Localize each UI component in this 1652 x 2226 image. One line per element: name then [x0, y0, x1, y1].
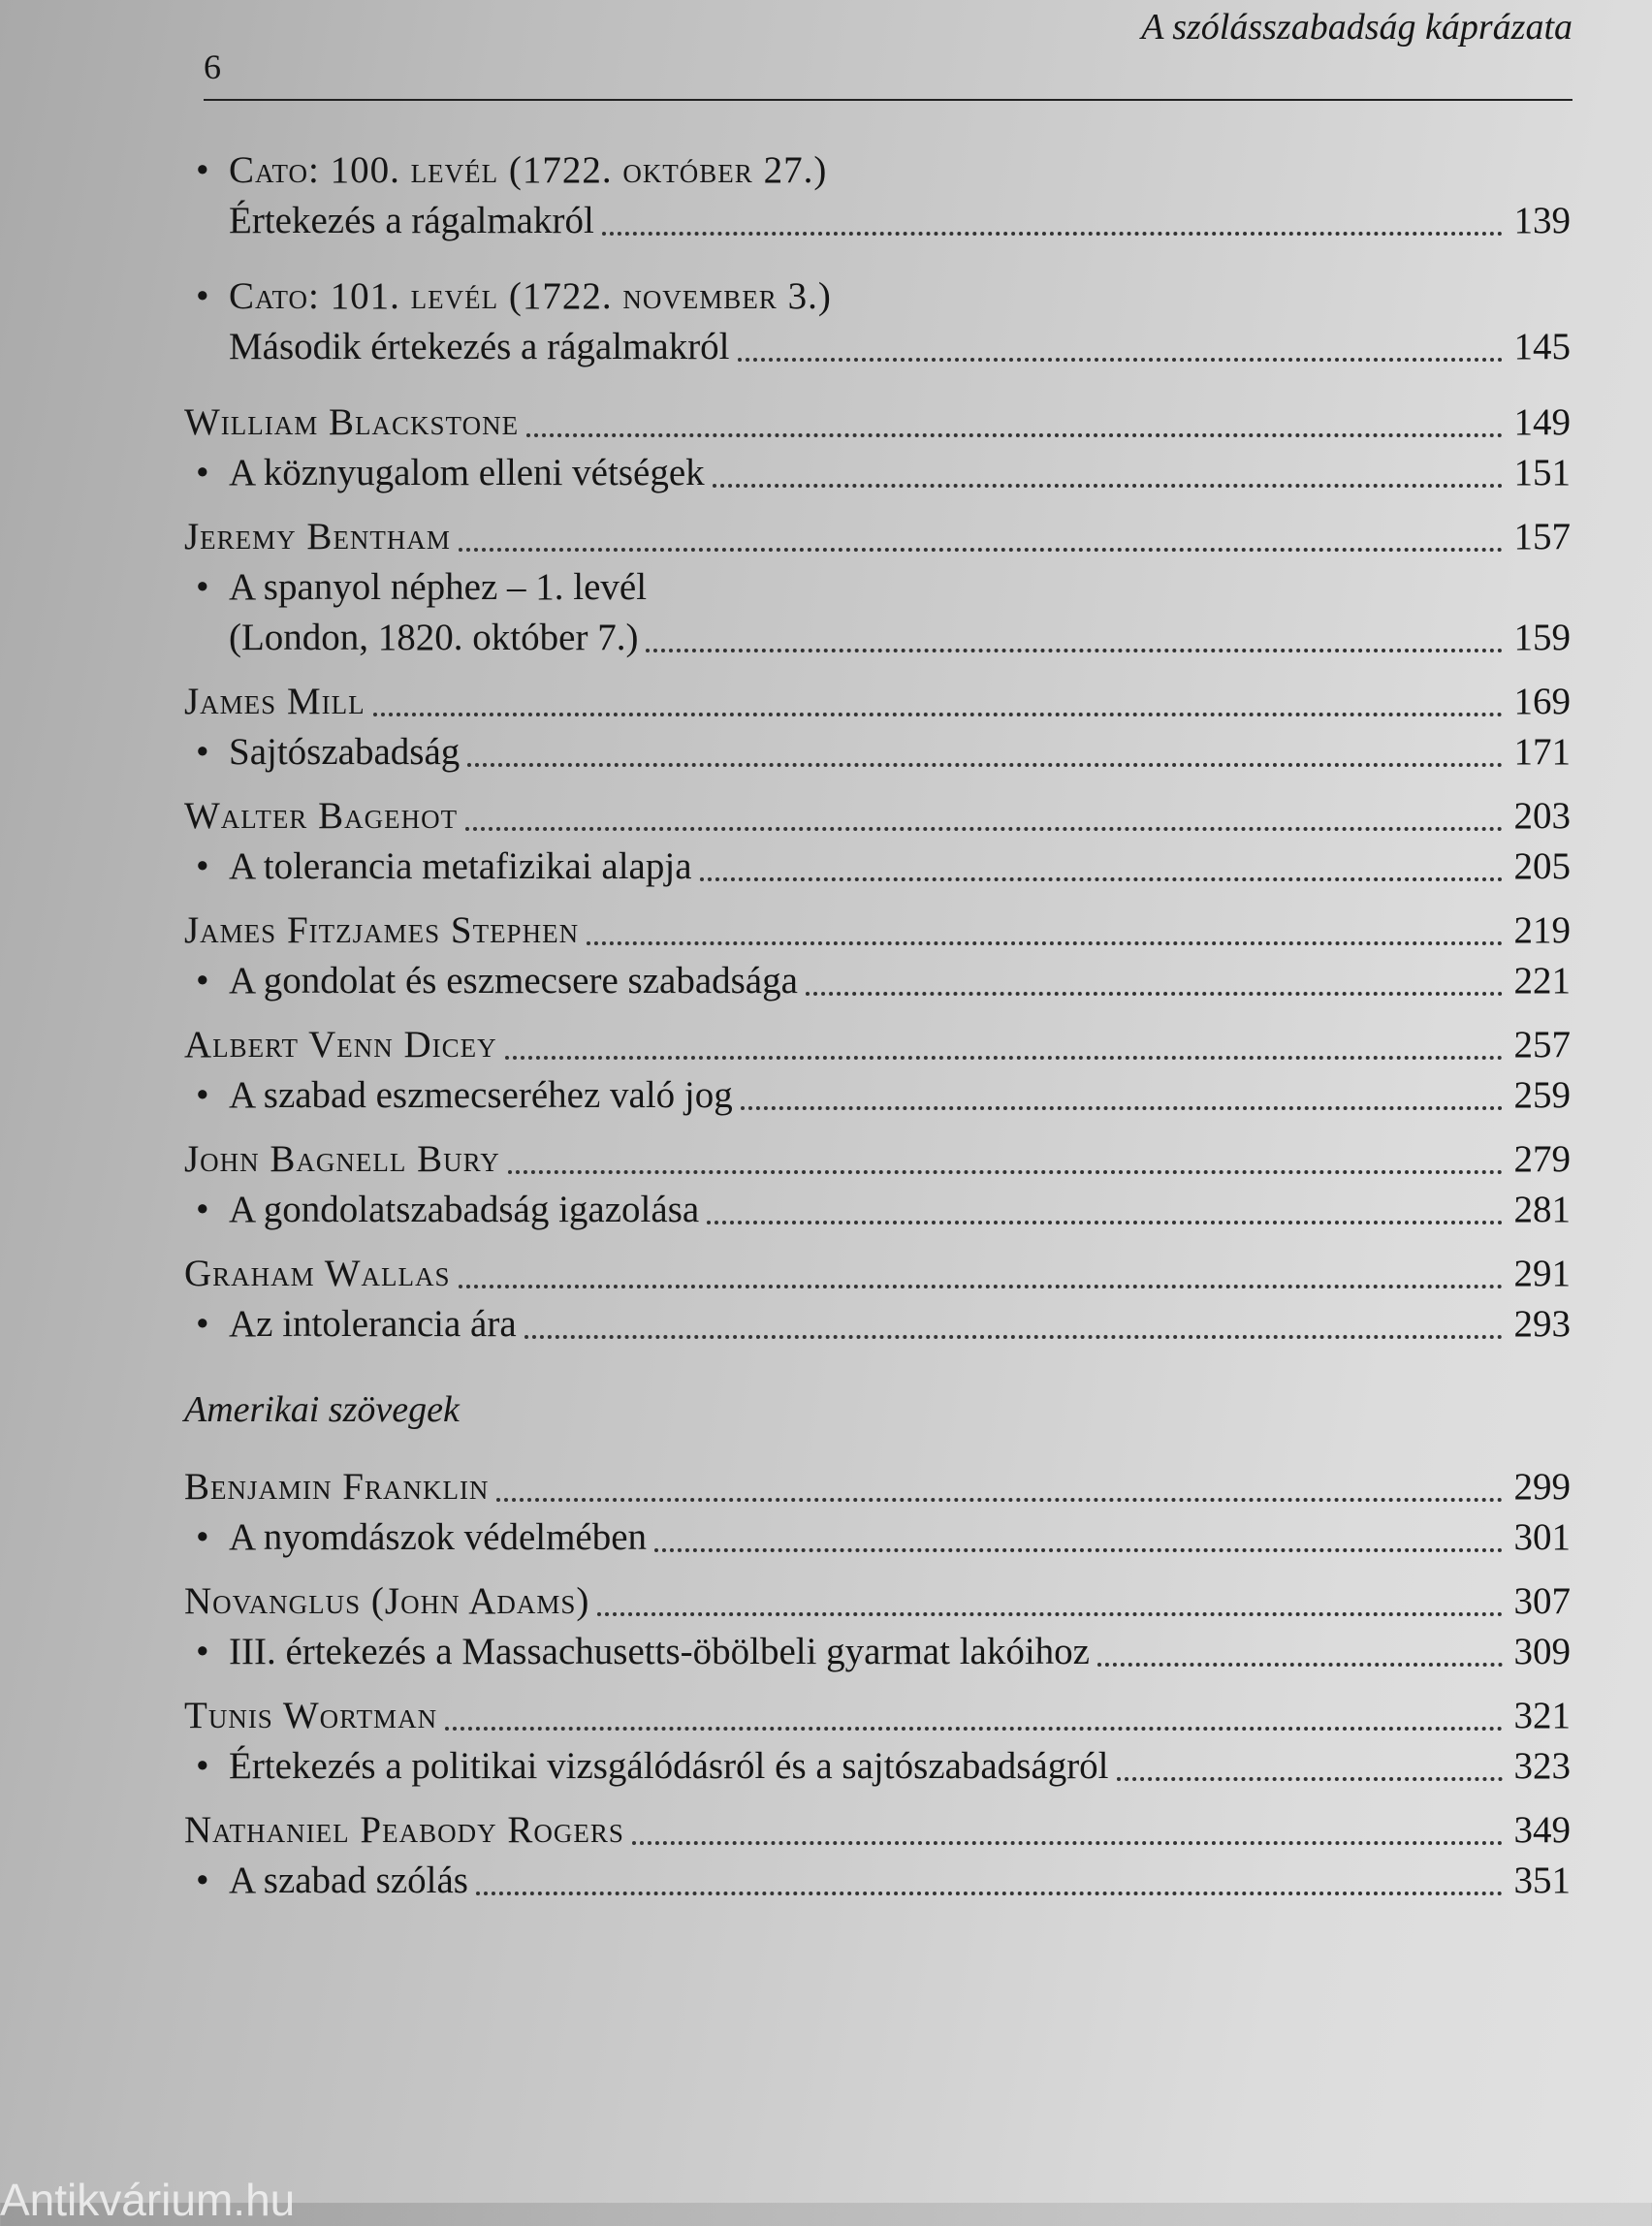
- entry-title: Az intolerancia ára: [229, 1303, 517, 1345]
- entry-title: A szabad szólás: [229, 1860, 468, 1901]
- entry-title: Második értekezés a rágalmakról: [229, 326, 730, 367]
- page-number: 6: [204, 48, 221, 86]
- entry-title: A gondolat és eszmecsere szabadsága: [229, 960, 798, 1002]
- page-ref: 259: [1513, 1074, 1571, 1116]
- toc-entry-wortman: [184, 1691, 1571, 1792]
- page-ref: 145: [1513, 326, 1571, 367]
- page-ref: 157: [1513, 516, 1571, 557]
- page-ref: 171: [1513, 731, 1571, 773]
- entry-title: A köznyugalom elleni vétségek: [229, 452, 705, 493]
- author-name: Jeremy Bentham: [184, 516, 451, 557]
- page-ref: 349: [1513, 1809, 1571, 1851]
- bullet: •: [196, 1860, 209, 1901]
- bullet: •: [196, 1516, 209, 1558]
- author-name: Walter Bagehot: [184, 795, 459, 837]
- leader-dots: [476, 1891, 1503, 1895]
- bullet: •: [196, 1745, 209, 1787]
- bullet: •: [196, 731, 209, 773]
- bullet: •: [196, 452, 209, 493]
- bullet: •: [196, 1189, 209, 1230]
- bullet: •: [196, 566, 209, 608]
- bullet: •: [196, 149, 209, 191]
- toc-entry-wallas: [184, 1249, 1571, 1350]
- leader-dots: [496, 1497, 1503, 1502]
- author-name: William Blackstone: [184, 401, 520, 443]
- leader-dots: [597, 1611, 1503, 1616]
- leader-dots: [700, 876, 1503, 881]
- author-name: Nathaniel Peabody Rogers: [184, 1809, 624, 1851]
- page-ref: 203: [1513, 795, 1571, 837]
- page-ref: 159: [1513, 617, 1571, 658]
- leader-dots: [526, 432, 1503, 437]
- page-ref: 321: [1513, 1695, 1571, 1736]
- author-name: James Fitzjames Stephen: [184, 909, 580, 951]
- leader-dots: [465, 826, 1503, 831]
- page-ref: 309: [1513, 1631, 1571, 1672]
- leader-dots: [806, 991, 1503, 996]
- bullet: •: [196, 845, 209, 887]
- page-ref: 307: [1513, 1580, 1571, 1622]
- leader-dots: [1117, 1776, 1503, 1781]
- page-ref: 281: [1513, 1189, 1571, 1230]
- leader-dots: [459, 1284, 1503, 1288]
- page-ref: 139: [1513, 200, 1571, 241]
- page-ref: 151: [1513, 452, 1571, 493]
- page-ref: 323: [1513, 1745, 1571, 1787]
- toc-entry-dicey: [184, 1020, 1571, 1121]
- toc-entry-mill: [184, 677, 1571, 778]
- leader-dots: [467, 762, 1503, 767]
- author-name: John Bagnell Bury: [184, 1138, 500, 1180]
- toc-entry-cato-100: [184, 145, 1571, 246]
- entry-title: Értekezés a rágalmakról: [229, 200, 594, 241]
- toc-entry-stephen: [184, 906, 1571, 1006]
- leader-dots: [459, 547, 1503, 552]
- entry-title: A nyomdászok védelmében: [229, 1516, 648, 1558]
- entry-title-continued: (London, 1820. október 7.): [229, 617, 639, 658]
- bullet: •: [196, 1303, 209, 1345]
- leader-dots: [508, 1169, 1503, 1174]
- entry-title: III. értekezés a Massachusetts-öbölbeli gyarmat lakóihoz: [229, 1631, 1090, 1672]
- page-ref: 351: [1513, 1860, 1571, 1901]
- leader-dots: [505, 1055, 1503, 1060]
- author-name: Benjamin Franklin: [184, 1466, 490, 1508]
- leader-dots: [1097, 1662, 1503, 1667]
- author-name: Graham Wallas: [184, 1253, 451, 1294]
- leader-dots: [587, 940, 1503, 945]
- toc-entry-adams: [184, 1576, 1571, 1677]
- table-of-contents: [184, 145, 1571, 1906]
- entry-heading: Cato: 100. levél (1722. október 27.): [229, 149, 828, 191]
- leader-dots: [741, 1105, 1503, 1110]
- toc-entry-cato-101: [184, 271, 1571, 372]
- page-ref: 293: [1513, 1303, 1571, 1345]
- bullet: •: [196, 275, 209, 317]
- leader-dots: [738, 357, 1503, 362]
- entry-title: A szabad eszmecseréhez való jog: [229, 1074, 733, 1116]
- leader-dots: [373, 712, 1503, 716]
- page-ref: 169: [1513, 681, 1571, 722]
- running-title: A szólásszabadság káprázata: [1141, 7, 1573, 48]
- page-ref: 299: [1513, 1466, 1571, 1508]
- page-ref: 221: [1513, 960, 1571, 1002]
- author-name: Novanglus (John Adams): [184, 1580, 590, 1622]
- leader-dots: [632, 1840, 1503, 1845]
- toc-entry-franklin: [184, 1462, 1571, 1563]
- toc-entry-bentham: [184, 512, 1571, 663]
- toc-entry-blackstone: [184, 398, 1571, 498]
- author-name: Tunis Wortman: [184, 1695, 438, 1736]
- bullet: •: [196, 960, 209, 1002]
- author-name: Albert Venn Dicey: [184, 1024, 497, 1065]
- leader-dots: [646, 648, 1503, 652]
- entry-title: A tolerancia metafizikai alapja: [229, 845, 692, 887]
- leader-dots: [713, 483, 1503, 488]
- watermark: Antikvárium.hu: [0, 2175, 296, 2225]
- leader-dots: [445, 1726, 1503, 1731]
- section-heading-american: Amerikai szövegek: [184, 1389, 460, 1430]
- page-ref: 205: [1513, 845, 1571, 887]
- bullet: •: [196, 1631, 209, 1672]
- entry-title: Értekezés a politikai vizsgálódásról és a sajtószabadságról: [229, 1745, 1109, 1787]
- page-ref: 257: [1513, 1024, 1571, 1065]
- page-header: [204, 0, 1573, 101]
- author-name: James Mill: [184, 681, 365, 722]
- leader-dots: [654, 1547, 1503, 1552]
- page-ref: 219: [1513, 909, 1571, 951]
- page-ref: 279: [1513, 1138, 1571, 1180]
- entry-heading: Cato: 101. levél (1722. november 3.): [229, 275, 832, 317]
- leader-dots: [524, 1334, 1503, 1339]
- leader-dots: [602, 231, 1503, 236]
- toc-entry-bagehot: [184, 791, 1571, 892]
- page-ref: 301: [1513, 1516, 1571, 1558]
- entry-title: A gondolatszabadság igazolása: [229, 1189, 700, 1230]
- entry-title: A spanyol néphez – 1. levél: [229, 566, 648, 608]
- leader-dots: [707, 1220, 1503, 1224]
- bullet: •: [196, 1074, 209, 1116]
- page-ref: 149: [1513, 401, 1571, 443]
- page-ref: 291: [1513, 1253, 1571, 1294]
- toc-entry-rogers: [184, 1805, 1571, 1906]
- entry-title: Sajtószabadság: [229, 731, 461, 773]
- toc-entry-bury: [184, 1134, 1571, 1235]
